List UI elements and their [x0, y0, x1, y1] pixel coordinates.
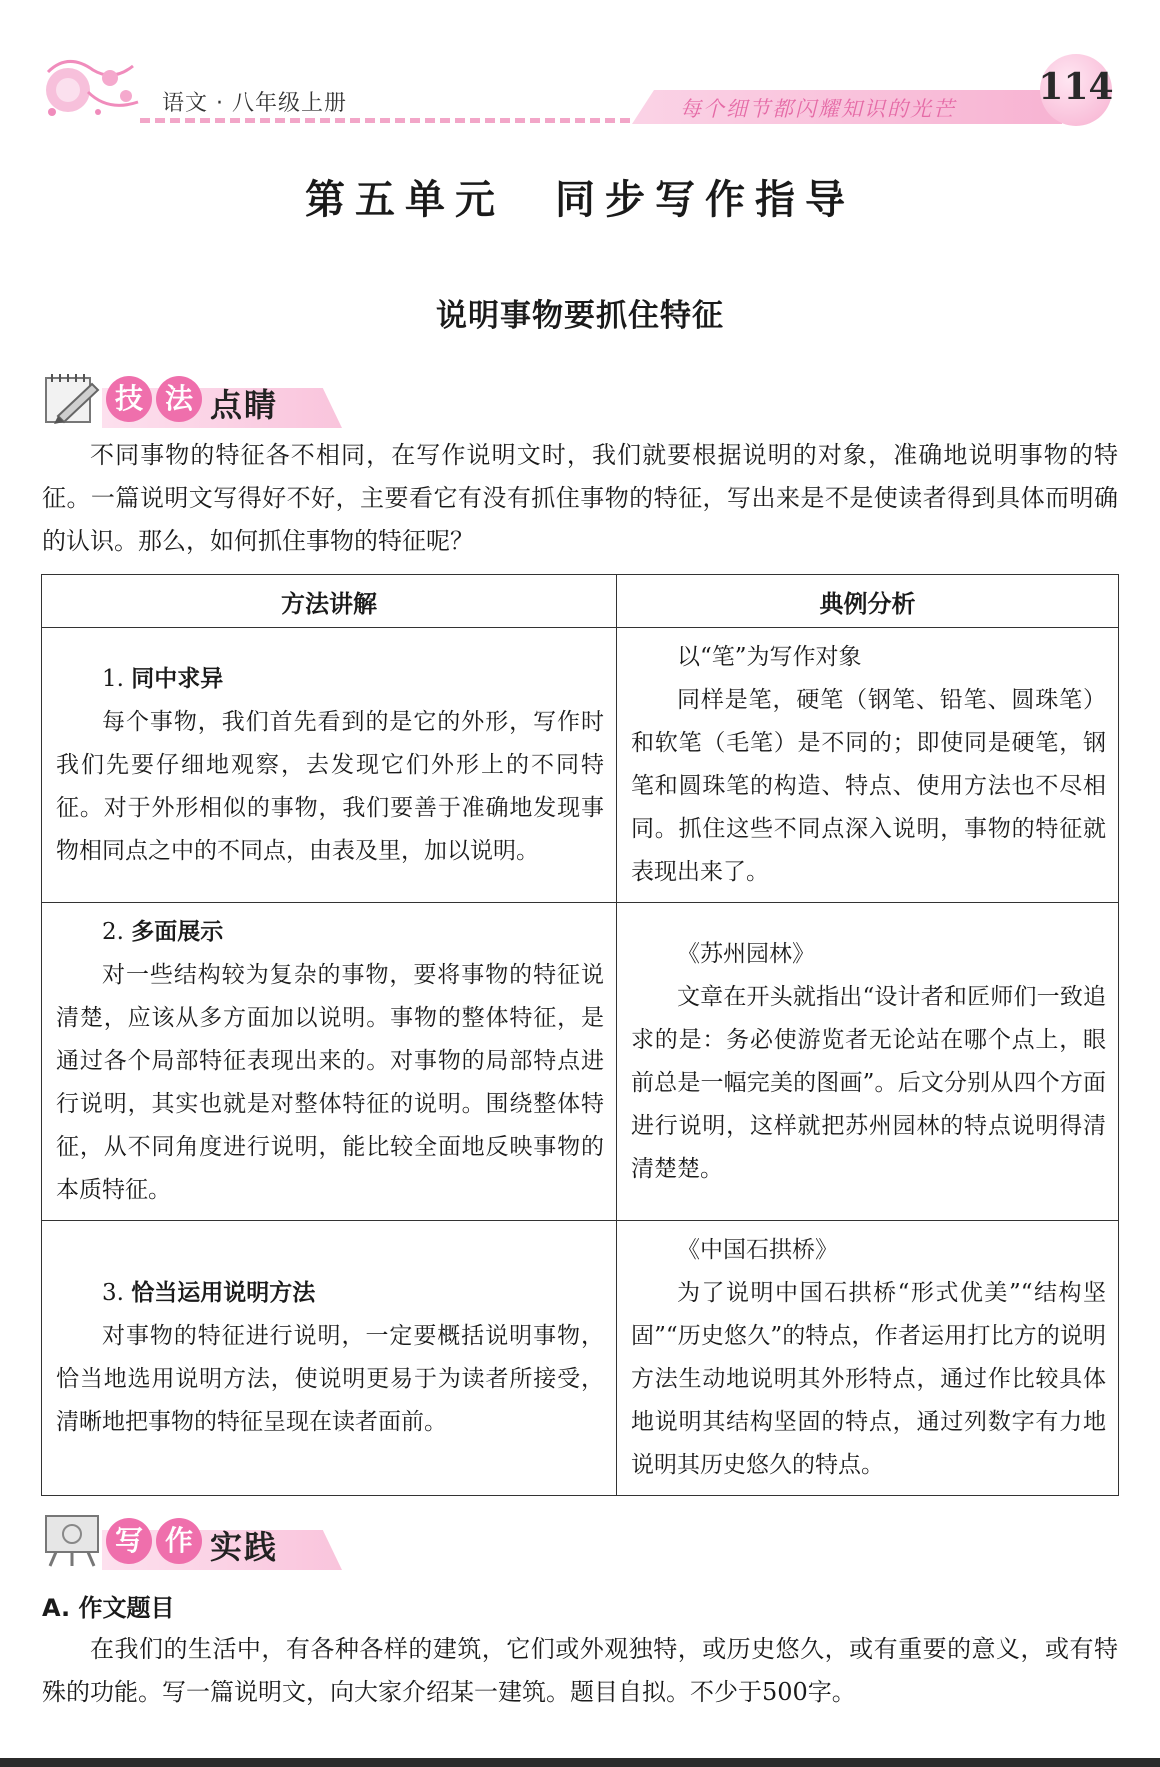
practice-title: A. 作文题目: [42, 1594, 175, 1622]
example-text: 同样是笔，硬笔（钢笔、铅笔、圆珠笔）和软笔（毛笔）是不同的；即使同是硬笔，钢笔和圆珠笔的构造、特点、使用方法也不尽相同。抓住这些不同点深入说明，事物的特征就表现出来了。: [631, 687, 1106, 885]
method-title: 多面展示: [131, 919, 224, 945]
unit-title: 第五单元 同步写作指导: [305, 177, 855, 223]
page-number: 114: [1038, 66, 1114, 108]
method-heading: [56, 911, 604, 954]
section-char-2: 作: [156, 1518, 202, 1564]
method-text: 每个事物，我们首先看到的是它的外形，写作时我们先要仔细地观察，去发现它们外形上的不同特征。对于外形相似的事物，我们要善于准确地发现事物相同点之中的不同点，由表及里，加以说明。: [56, 708, 604, 864]
table-row: [42, 903, 1119, 1221]
table-row: [42, 1221, 1119, 1496]
example-cell: [617, 903, 1119, 1221]
flower-decoration-icon: [38, 52, 148, 124]
notebook-pencil-icon: [42, 370, 102, 426]
section-title-rest: 点睛: [210, 386, 279, 424]
section-banner-techniques: [40, 366, 310, 436]
example-title: 以“笔”为写作对象: [677, 644, 862, 670]
method-number: 1.: [102, 665, 132, 692]
method-cell: [42, 903, 617, 1221]
method-cell: [42, 628, 617, 903]
section-char-1: 技: [106, 376, 152, 422]
book-title: 语文 · 八年级上册: [162, 91, 347, 116]
method-number: 3.: [102, 1280, 132, 1306]
easel-board-icon: [42, 1512, 102, 1568]
header-slogan: 每个细节都闪耀知识的光芒: [680, 97, 956, 121]
table-row: [42, 628, 1119, 903]
example-text: 为了说明中国石拱桥“形式优美”“结构坚固”“历史悠久”的特点，作者运用打比方的说明方法生动地说明其外形特点，通过作比较具体地说明其结构坚固的特点，通过列数字有力地说明其历史悠久的特点。: [631, 1280, 1106, 1478]
section-banner-practice: [40, 1508, 310, 1578]
method-title: 同中求异: [131, 665, 224, 692]
method-number: 2.: [102, 919, 132, 945]
methods-table: [41, 574, 1119, 1496]
section-char-2: 法: [156, 376, 202, 422]
practice-paragraph: 在我们的生活中，有各种各样的建筑，它们或外观独特，或历史悠久，或有重要的意义，或有特殊的功能。写一篇说明文，向大家介绍某一建筑。题目自拟。不少于500字。: [42, 1635, 1118, 1706]
intro-paragraph: 不同事物的特征各不相同，在写作说明文时，我们就要根据说明的对象，准确地说明事物的特征。一篇说明文写得好不好，主要看它有没有抓住事物的特征，写出来是不是使读者得到具体而明确的认识。那么，如何抓住事物的特征呢？: [42, 441, 1118, 555]
example-title: 《中国石拱桥》: [677, 1237, 838, 1263]
article-subtitle: 说明事物要抓住特征: [436, 298, 724, 334]
section-title-rest: 实践: [210, 1528, 279, 1566]
header-dashed-line: [140, 118, 630, 123]
example-cell: [617, 1221, 1119, 1496]
section-char-1: 写: [106, 1518, 152, 1564]
bottom-rule: [0, 1758, 1160, 1767]
table-header-row: [42, 575, 1119, 628]
example-title: 《苏州园林》: [677, 940, 815, 967]
method-text: 对一些结构较为复杂的事物，要将事物的特征说清楚，应该从多方面加以说明。事物的整体特征，是通过各个局部特征表现出来的。对事物的局部特点进行说明，其实也就是对整体特征的说明。围绕整体特征，从不同角度进行说明，能比较全面地反映事物的本质特征。: [56, 962, 604, 1203]
example-cell: [617, 628, 1119, 903]
table-header-method: 方法讲解: [42, 575, 617, 628]
method-text: 对事物的特征进行说明，一定要概括说明事物，恰当地选用说明方法，使说明更易于为读者所接受，清晰地把事物的特征呈现在读者面前。: [56, 1323, 604, 1435]
example-text: 文章在开头就指出“设计者和匠师们一致追求的是：务必使游览者无论站在哪个点上，眼前总是一幅完美的图画”。后文分别从四个方面进行说明，这样就把苏州园林的特点说明得清清楚楚。: [631, 983, 1106, 1182]
method-heading: [56, 1272, 604, 1315]
table-header-example: 典例分析: [617, 575, 1119, 628]
method-title: 恰当运用说明方法: [131, 1280, 316, 1306]
method-cell: [42, 1221, 617, 1496]
method-heading: [56, 658, 604, 701]
